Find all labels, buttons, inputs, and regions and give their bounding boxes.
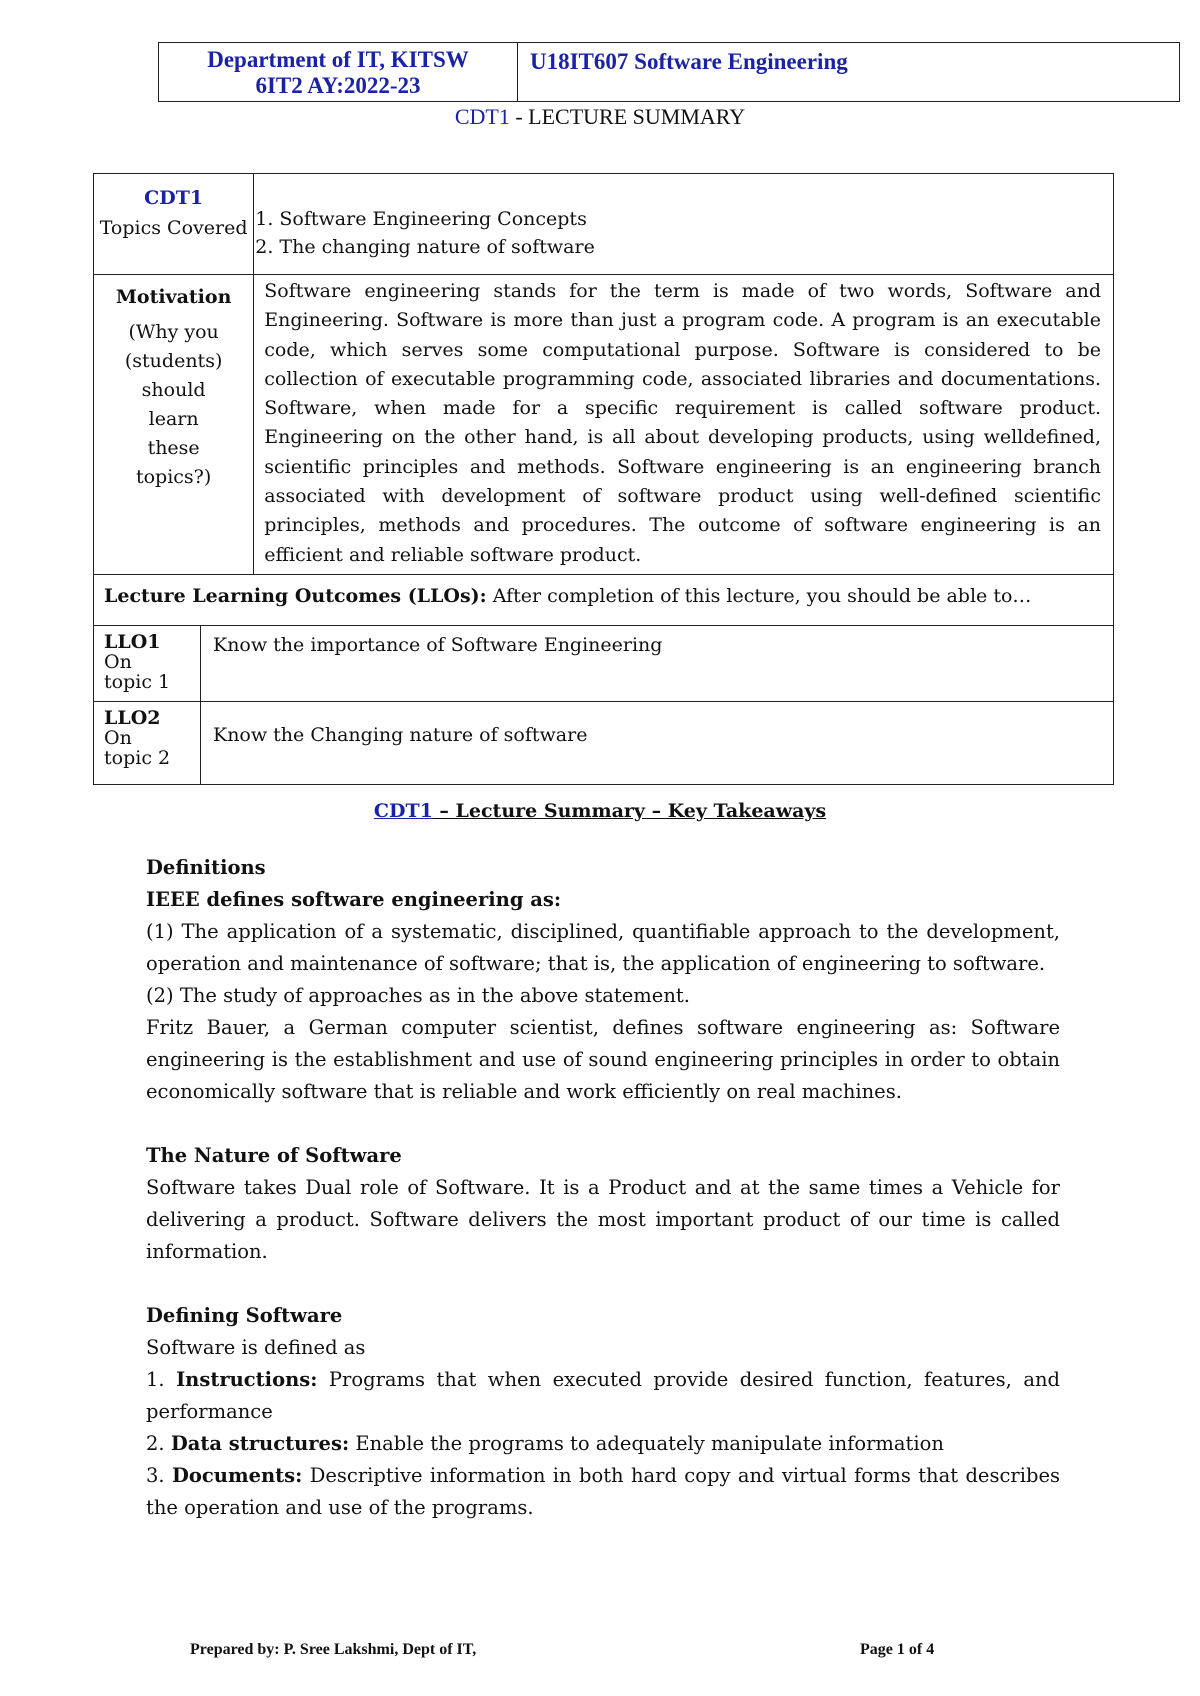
ieee-definition-2: (2) The study of approaches as in the above statement.	[146, 984, 690, 1007]
llo-text: Know the Changing nature of software	[201, 701, 1114, 784]
llo-code-cell	[94, 625, 201, 701]
definition-item-label: Documents:	[171, 1464, 303, 1487]
llo-on: On	[104, 650, 132, 673]
topics-row	[94, 174, 1114, 275]
page-title	[0, 104, 1200, 130]
definition-item-label: Instructions:	[176, 1368, 318, 1391]
cdt-label: CDT1	[144, 187, 204, 209]
topic-list	[255, 175, 1112, 261]
llo-code: LLO2	[104, 706, 161, 729]
definition-item: 1. Instructions: Programs that when executed provide desired function, features, and performance	[146, 1368, 1060, 1423]
topics-covered-label: Topics Covered	[99, 217, 248, 239]
llo-code-cell	[94, 701, 201, 784]
definition-item: 2. Data structures: Enable the programs to adequately manipulate information	[146, 1432, 944, 1455]
llo-heading	[94, 574, 1114, 625]
ieee-heading: IEEE defines software engineering as:	[146, 888, 562, 911]
llo-topic: topic 1	[104, 670, 171, 693]
takeaways-code: CDT1	[373, 800, 433, 822]
summary-body	[146, 852, 1060, 1524]
topics-list-cell	[254, 174, 1114, 275]
defining-intro: Software is defined as	[146, 1336, 366, 1359]
ieee-definition-1: (1) The application of a systematic, disciplined, quantifiable approach to the development, operation and maintenance of software; that is, the application of engineering to software.	[146, 920, 1060, 975]
prepared-by: Prepared by: P. Sree Lakshmi, Dept of IT,	[190, 1641, 477, 1658]
topic-item: 1. Software Engineering Concepts	[255, 208, 587, 230]
title-rest: - LECTURE SUMMARY	[509, 104, 746, 129]
definition-item-label: Data structures:	[170, 1432, 350, 1455]
topic-item: 2. The changing nature of software	[255, 236, 595, 258]
nature-heading: The Nature of Software	[146, 1144, 402, 1167]
lecture-summary-table	[93, 173, 1114, 785]
llo-text: Know the importance of Software Engineering	[201, 625, 1114, 701]
department-cell	[159, 43, 518, 101]
takeaways-title	[0, 800, 1200, 822]
header-box	[158, 42, 1180, 102]
llo-heading-rest: After completion of this lecture, you should be able to…	[486, 584, 1032, 607]
takeaways-rest: – Lecture Summary – Key Takeaways	[432, 800, 827, 822]
motivation-header-cell	[94, 275, 254, 575]
bauer-definition: Fritz Bauer, a German computer scientist, defines software engineering as: Software engineering is the establishment and use of sound engineering principles in order to obtain economically software that is reliable and work efficiently on real machines.	[146, 1016, 1060, 1103]
llo-code: LLO1	[104, 630, 161, 653]
academic-year: 6IT2 AY:2022-23	[255, 73, 421, 98]
llo-heading-bold: Lecture Learning Outcomes (LLOs):	[104, 584, 487, 607]
department-name: Department of IT, KITSW	[207, 47, 469, 72]
motivation-subtitle: (Why you (students) should learn these topics?)	[124, 321, 223, 488]
llo-topic: topic 2	[104, 746, 171, 769]
course-title: U18IT607 Software Engineering	[530, 49, 848, 74]
definition-item: 3. Documents: Descriptive information in both hard copy and virtual forms that describes the operation and use of the programs.	[146, 1464, 1060, 1519]
topics-header-cell	[94, 174, 254, 275]
motivation-row	[94, 275, 1114, 575]
llo-heading-row	[94, 574, 1114, 625]
title-code: CDT1	[454, 104, 510, 129]
defining-heading: Defining Software	[146, 1304, 343, 1327]
nature-text: Software takes Dual role of Software. It is a Product and at the same times a Vehicle for delivering a product. Software delivers the most important product of our time is called information.	[146, 1176, 1060, 1263]
llo-on: On	[104, 726, 132, 749]
motivation-label: Motivation	[115, 286, 232, 308]
definitions-heading: Definitions	[146, 856, 266, 879]
motivation-text: Software engineering stands for the term is made of two words, Software and Engineering. Software is more than just a program code. A program is an executable code, which serves some computational purpose. Software is considered to be collection of executable programming code, associated libraries and documentations. Software, when made for a specific requirement is called software product. Engineering on the other hand, is all about developing products, using welldefined, scientific principles and methods. Software engineering is an engineering branch associated with development of software product using well-defined scientific principles, methods and procedures. The outcome of software engineering is an efficient and reliable software product.	[254, 275, 1114, 575]
page-number: Page 1 of 4	[860, 1641, 935, 1658]
llo-row	[94, 701, 1114, 784]
llo-row	[94, 625, 1114, 701]
